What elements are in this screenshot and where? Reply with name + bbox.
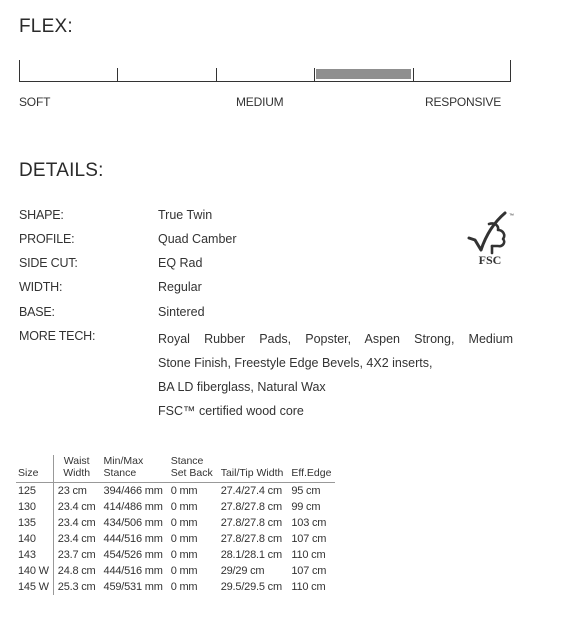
table-cell: 125 (16, 483, 53, 500)
table-cell: 27.4/27.4 cm (220, 485, 282, 497)
table-cell: 0 mm (170, 565, 198, 577)
flex-label-medium: MEDIUM (236, 95, 284, 109)
more-tech-line: FSC™ certified wood core (158, 404, 304, 418)
table-cell: 454/526 mm (103, 549, 163, 561)
table-header-row (16, 455, 335, 483)
table-row (16, 483, 335, 500)
table-row (16, 547, 335, 563)
flex-title: FLEX: (19, 16, 73, 37)
more-tech-line: Stone Finish, Freestyle Edge Bevels, 4X2 inserts, (158, 356, 433, 370)
table-cell: 29.5/29.5 cm (220, 581, 282, 593)
table-cell: 23.4 cm (57, 533, 96, 545)
table-cell: 145 W (16, 579, 53, 595)
svg-text:™: ™ (509, 213, 514, 219)
table-cell: 0 mm (170, 581, 198, 593)
table-cell: 23 cm (57, 485, 87, 497)
details-title: DETAILS: (19, 160, 104, 181)
size-table (16, 455, 335, 595)
table-cell: 444/516 mm (103, 565, 163, 577)
table-cell: 459/531 mm (103, 581, 163, 593)
table-cell: 23.7 cm (57, 549, 96, 561)
table-cell: 27.8/27.8 cm (220, 517, 282, 529)
more-tech-text (158, 327, 513, 423)
table-cell: 95 cm (291, 485, 321, 497)
fsc-logo-text: FSC (478, 253, 502, 266)
table-cell: 23.4 cm (57, 517, 96, 529)
fsc-tree-checkmark-icon (465, 208, 515, 266)
table-cell: 0 mm (170, 517, 198, 529)
flex-tick (117, 68, 118, 82)
table-header-waist-width: Waist Width (53, 455, 99, 483)
flex-level-fill (316, 69, 410, 79)
table-cell: 24.8 cm (57, 565, 96, 577)
detail-key: PROFILE: (19, 232, 75, 246)
flex-tick (314, 68, 315, 82)
table-cell: 434/506 mm (103, 517, 163, 529)
flex-tick (19, 60, 20, 82)
table-cell: 394/466 mm (103, 485, 163, 497)
table-row (16, 515, 335, 531)
table-header-tail-tip: Tail/Tip Width (217, 455, 288, 483)
table-header-eff-edge: Eff.Edge (287, 455, 335, 483)
table-cell: 414/486 mm (103, 501, 163, 513)
detail-value: Sintered (158, 305, 205, 319)
table-cell: 444/516 mm (103, 533, 163, 545)
table-cell: 27.8/27.8 cm (220, 501, 282, 513)
table-cell: 143 (16, 547, 53, 563)
flex-label-responsive: RESPONSIVE (425, 95, 502, 109)
table-cell: 110 cm (291, 581, 326, 593)
table-cell: 0 mm (170, 533, 198, 545)
more-tech-line: Royal Rubber Pads, Popster, Aspen Strong, Medium (158, 332, 513, 346)
table-cell: 130 (16, 499, 53, 515)
more-tech-line: BA LD fiberglass, Natural Wax (158, 380, 326, 394)
table-cell: 0 mm (170, 501, 198, 513)
flex-tick (510, 60, 511, 82)
table-row (16, 563, 335, 579)
fsc-logo (465, 208, 515, 266)
table-cell: 110 cm (291, 549, 326, 561)
table-cell: 28.1/28.1 cm (220, 549, 282, 561)
table-cell: 107 cm (291, 565, 327, 577)
table-cell: 140 (16, 531, 53, 547)
table-header-set-back: Stance Set Back (167, 455, 217, 483)
table-row (16, 579, 335, 595)
table-cell: 140 W (16, 563, 53, 579)
table-cell: 29/29 cm (220, 565, 265, 577)
table-cell: 0 mm (170, 485, 198, 497)
table-cell: 27.8/27.8 cm (220, 533, 282, 545)
table-row (16, 499, 335, 515)
detail-value: Regular (158, 280, 202, 294)
table-row (16, 531, 335, 547)
detail-key: SIDE CUT: (19, 256, 78, 270)
table-cell: 107 cm (291, 533, 327, 545)
flex-label-soft: SOFT (19, 95, 51, 109)
flex-scale (19, 58, 511, 82)
table-cell: 23.4 cm (57, 501, 96, 513)
flex-tick (216, 68, 217, 82)
table-header-stance: Min/Max Stance (100, 455, 167, 483)
table-cell: 25.3 cm (57, 581, 96, 593)
table-header-size: Size (16, 455, 53, 483)
table-cell: 99 cm (291, 501, 321, 513)
detail-value: EQ Rad (158, 256, 203, 270)
detail-key: WIDTH: (19, 280, 63, 294)
detail-value: True Twin (158, 208, 213, 222)
detail-key: BASE: (19, 305, 55, 319)
detail-key: SHAPE: (19, 208, 64, 222)
detail-value: Quad Camber (158, 232, 237, 246)
table-cell: 0 mm (170, 549, 198, 561)
flex-tick (413, 68, 414, 82)
table-cell: 103 cm (291, 517, 327, 529)
detail-key: MORE TECH: (19, 329, 96, 343)
flex-scale-baseline (19, 81, 511, 82)
table-cell: 135 (16, 515, 53, 531)
